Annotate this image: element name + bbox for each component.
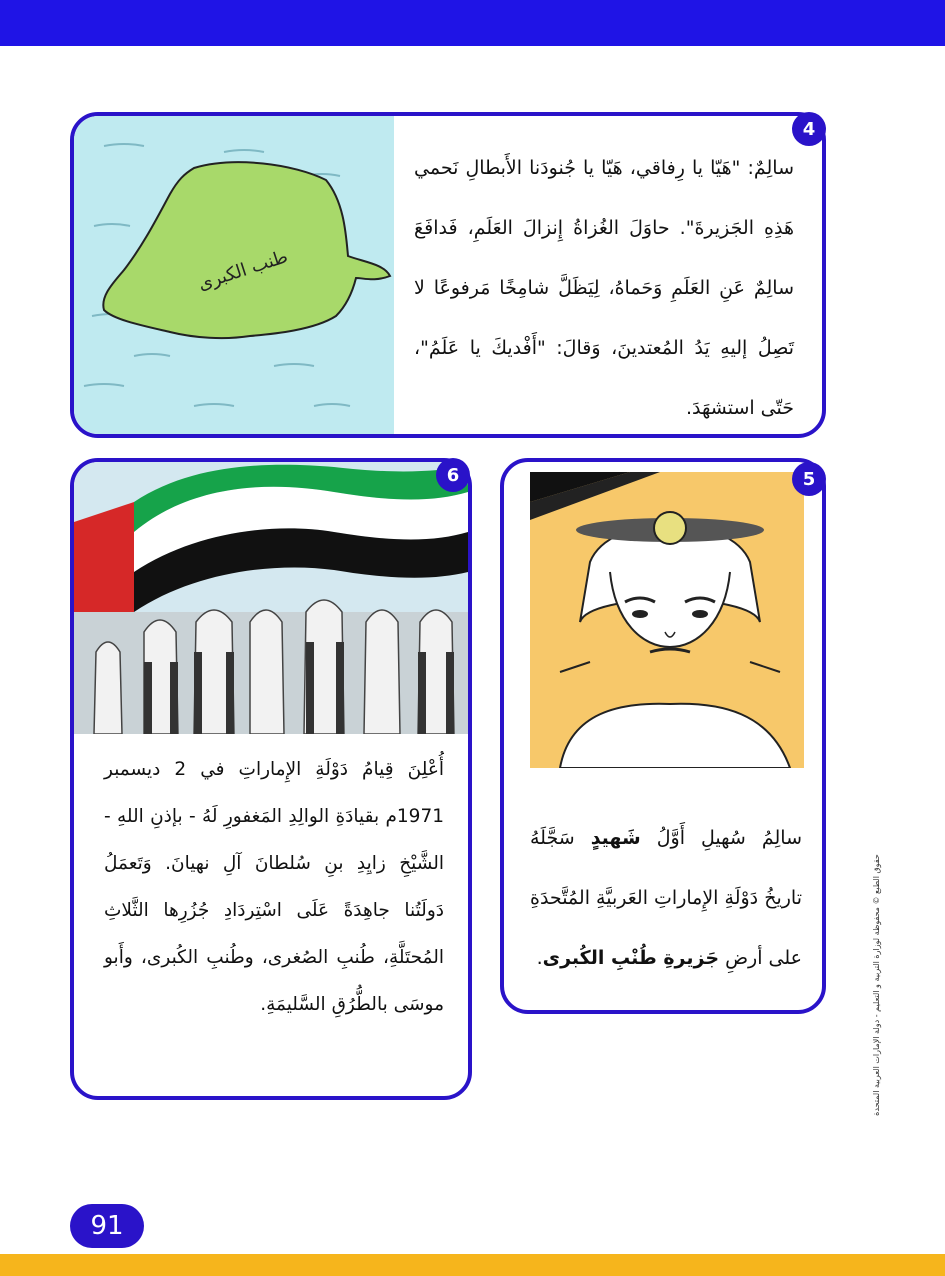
panel-6-history-text: أُعْلِنَ قِيامُ دَوْلَةِ الإِماراتِ في 2 ديسمبر 1971م بقيادَةِ الوالِدِ المَغفورِ لَهُ - بإذنِ اللهِ - الشَّيْخِ زايِدِ بنِ سُلطانَ آلِ نهيانَ. وَتَعمَلُ دَولَتُنا جاهِدَةً عَلَى اسْتِردَادِ جُزُرِها الثَّلاثِ المُحتَلَّةِ، طُنبِ الصُغرى، وطُنبِ الكُبرى، وأَبو موسَى بالطُّرُقِ السَّليمَةِ.: [104, 759, 444, 1015]
copyright-notice: حقوق الطبع © محفوظة لوزارة التربية و التعليم - دولة الإمارات العربية المتحدة: [872, 854, 881, 1116]
panel-4-number-badge: 4: [792, 112, 826, 146]
page-number: 91: [70, 1204, 144, 1248]
panel-6-card: [70, 458, 472, 1100]
uae-founders-illustration: [74, 462, 468, 734]
bottom-color-bar: [0, 1254, 945, 1276]
caption-part-3: .: [536, 947, 543, 969]
caption-part-2: سَجَّلَهُ تاريخُ دَوْلَةِ الإِماراتِ العَربيَّةِ المُتَّحدَةِ على أرضِ: [530, 827, 802, 969]
caption-bold-island: جَزيرةِ طُنْبِ الكُبرى: [542, 947, 720, 969]
map-label: طنب الكبرى: [195, 246, 291, 295]
panel-5-number-badge: 5: [792, 462, 826, 496]
panel-5-caption: [530, 808, 802, 988]
panel-4-card: [70, 112, 826, 438]
caption-bold-martyr: شَهيدٍ: [590, 827, 641, 849]
caption-part-1: سالِمُ سُهيلِ أَوَّلُ: [640, 827, 802, 849]
martyr-portrait-illustration: [530, 472, 804, 768]
panel-4-story-text: سالِمٌ: "هَيّا يا رِفاقي، هَيّا يا جُنودَنا الأَبطالِ نَحمي هَذِهِ الجَزيرةَ". حاوَلَ الغُزاةُ إِنزالَ العَلَمِ، فَدافَعَ سالِمٌ عَنِ العَلَمِ وَحَماهُ، لِيَظَلَّ شامِخًا مَرفوعًا لا تَصِلُ إليهِ يَدُ المُعتدينَ، وَقالَ: "أَفْديكَ يا عَلَمُ"، حَتّى استشهَدَ.: [414, 157, 794, 419]
panel-6-number-badge: 6: [436, 458, 470, 492]
panel-5-card: [500, 458, 826, 1014]
top-color-bar: [0, 0, 945, 46]
